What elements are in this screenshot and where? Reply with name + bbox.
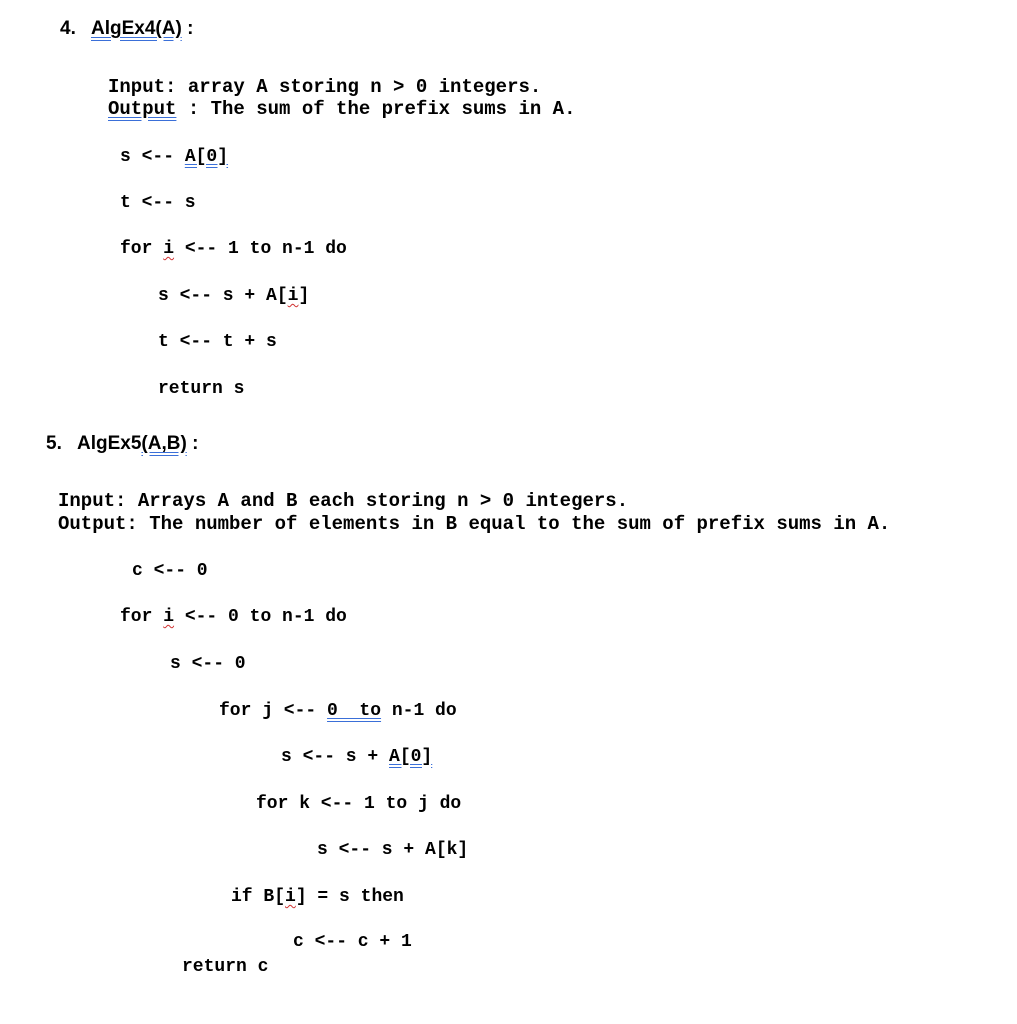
code-text: n-1 do xyxy=(381,701,457,721)
alg5-number: 5. xyxy=(46,433,62,454)
alg5-code-line-1: c <-- 0 xyxy=(132,561,208,581)
alg5-code-line-10: return c xyxy=(182,957,269,977)
code-text: ] xyxy=(298,286,310,306)
alg5-code-line-2 xyxy=(120,606,347,628)
alg5-code-line-3: s <-- 0 xyxy=(170,654,246,674)
alg4-title: AlgEx4(A) xyxy=(91,18,182,39)
alg4-code-line-6: return s xyxy=(158,379,245,399)
alg5-heading xyxy=(46,433,198,455)
alg4-heading xyxy=(60,18,193,40)
code-text-spellcheck: i xyxy=(163,239,175,259)
alg4-output-rest: : The sum of the prefix sums in A. xyxy=(176,98,576,120)
code-text-spellcheck: i xyxy=(287,286,299,306)
alg4-output-label: Output xyxy=(108,98,177,120)
code-text: s <-- s + xyxy=(281,747,390,767)
alg5-code-line-9: c <-- c + 1 xyxy=(293,932,412,952)
alg5-title-params: (A,B) xyxy=(141,433,187,454)
alg4-code-line-5: t <-- t + s xyxy=(158,332,277,352)
code-text: s <-- xyxy=(120,147,185,167)
code-text-spellcheck: i xyxy=(285,887,296,907)
code-text: <-- 0 to n-1 do xyxy=(174,607,347,627)
code-text-spellcheck: i xyxy=(163,607,175,627)
alg5-code-line-5 xyxy=(281,746,432,768)
code-text: s <-- s + A[ xyxy=(158,286,288,306)
alg4-output-line xyxy=(108,98,576,120)
code-text: for j <-- xyxy=(219,701,328,721)
code-text: ] = s then xyxy=(295,887,404,907)
alg5-title-pre: AlgEx5 xyxy=(77,433,142,454)
alg4-code-line-4 xyxy=(158,285,309,307)
alg5-code-line-8 xyxy=(231,886,404,908)
alg5-code-line-4 xyxy=(219,700,457,722)
alg4-code-line-3 xyxy=(120,238,347,260)
alg4-title-suffix: : xyxy=(181,18,194,39)
code-text-underlined: A[0] xyxy=(389,747,433,767)
code-text: for xyxy=(120,239,164,259)
alg4-code-line-2: t <-- s xyxy=(120,193,196,213)
code-text-underlined: A[0] xyxy=(184,147,229,167)
alg5-title-post: : xyxy=(186,433,199,454)
alg5-code-line-7: s <-- s + A[k] xyxy=(317,840,469,860)
code-text: if B[ xyxy=(231,887,286,907)
alg4-number: 4. xyxy=(60,18,76,39)
alg4-input-line: Input: array A storing n > 0 integers. xyxy=(108,76,542,98)
code-text: <-- 1 to n-1 do xyxy=(174,239,347,259)
code-text-underlined: 0 to xyxy=(327,701,382,721)
alg5-input-line: Input: Arrays A and B each storing n > 0 integers. xyxy=(58,490,629,512)
alg5-output-line: Output: The number of elements in B equal to the sum of prefix sums in A. xyxy=(58,513,891,535)
code-text: for xyxy=(120,607,164,627)
alg4-code-line-1 xyxy=(120,146,228,168)
alg5-code-line-6: for k <-- 1 to j do xyxy=(256,794,462,814)
